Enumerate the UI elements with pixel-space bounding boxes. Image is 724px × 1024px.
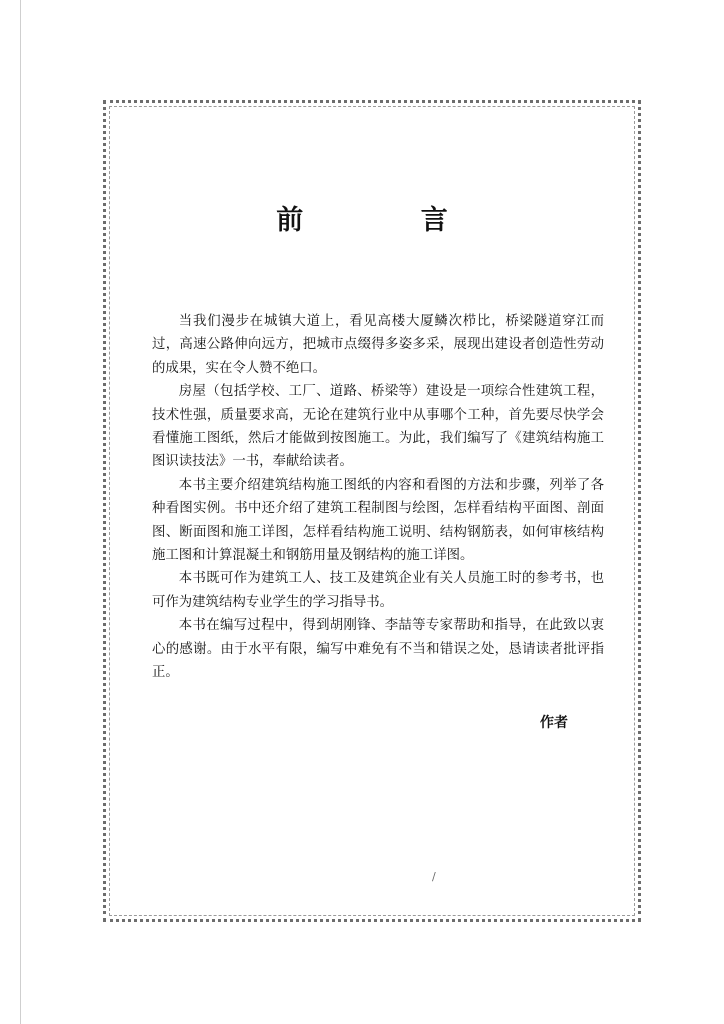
preface-paragraph: 当我们漫步在城镇大道上，看见高楼大厦鳞次栉比，桥梁隧道穿江而过，高速公路伸向远方，把城市点缀得多姿多采，展现出建设者创造性劳动的成果，实在令人赞不绝口。 [152, 314, 604, 376]
page-binding-edge [20, 0, 21, 1024]
author-signature: 作者 [540, 715, 568, 731]
preface-paragraph: 本书在编写过程中，得到胡刚锋、李喆等专家帮助和指导，在此致以衷心的感谢。由于水平有限，编写中难免有不当和错误之处，恳请读者批评指正。 [152, 618, 604, 681]
preface-paragraph: 房屋（包括学校、工厂、道路、桥梁等）建设是一项综合性建筑工程，技术性强，质量要求高，无论在建筑行业中从事哪个工种，首先要尽快学会看懂施工图纸，然后才能做到按图施工。为此，我们编写了《建筑结构施工图识读技法》一书，奉献给读者。 [152, 384, 604, 470]
preface-paragraph: 本书既可作为建筑工人、技工及建筑企业有关人员施工时的参考书，也可作为建筑结构专业学生的学习指导书。 [152, 571, 604, 610]
page-mark: / [432, 870, 436, 883]
preface-paragraph: 本书主要介绍建筑结构施工图纸的内容和看图的方法和步骤，列举了各种看图实例。书中还介绍了建筑工程制图与绘图，怎样看结构平面图、剖面图、断面图和施工详图，怎样看结构施工说明、结构钢筋表，如何审核结构施工图和计算混凝土和钢筋用量及钢结构的施工详图。 [152, 477, 604, 564]
page-title: 前 言 [276, 205, 502, 236]
preface-body [152, 310, 604, 685]
